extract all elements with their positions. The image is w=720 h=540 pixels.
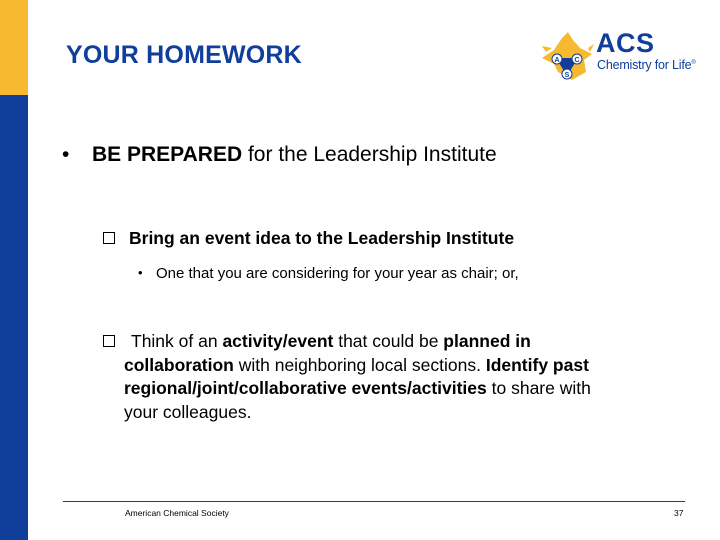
accent-bar-blue: [0, 95, 28, 540]
bullet-bold-text: BE PREPARED: [92, 143, 243, 166]
checkbox-square-icon: [103, 232, 115, 244]
logo-acs-text: ACS: [596, 28, 655, 58]
seal-letter-a: A: [554, 57, 560, 64]
page-number: 37: [674, 508, 684, 518]
sub-sub-bullet-text: One that you are considering for your year as chair; or,: [156, 265, 519, 282]
logo-tagline: Chemistry for Life®: [597, 58, 696, 72]
footer-divider: [63, 501, 685, 502]
bullet-marker: •: [62, 143, 70, 166]
bullet-marker: •: [138, 265, 143, 280]
slide-title: YOUR HOMEWORK: [66, 41, 302, 69]
seal-letter-c: C: [574, 57, 580, 64]
paragraph-line-4: your colleagues.: [124, 401, 252, 422]
paragraph-line-2: collaboration with neighboring local sections. Identify past: [124, 354, 589, 375]
footer-organization: American Chemical Society: [125, 508, 229, 518]
seal-letter-s: S: [564, 72, 570, 79]
checkbox-square-icon: [103, 335, 115, 347]
paragraph-line-1: Think of an activity/event that could be planned in: [131, 331, 531, 351]
accent-bar-gold: [0, 0, 28, 95]
bullet-text: for the Leadership Institute: [242, 143, 497, 166]
sub-bullet-text: Bring an event idea to the Leadership Institute: [129, 228, 515, 248]
paragraph-line-3: regional/joint/collaborative events/activities to share with: [124, 378, 591, 398]
